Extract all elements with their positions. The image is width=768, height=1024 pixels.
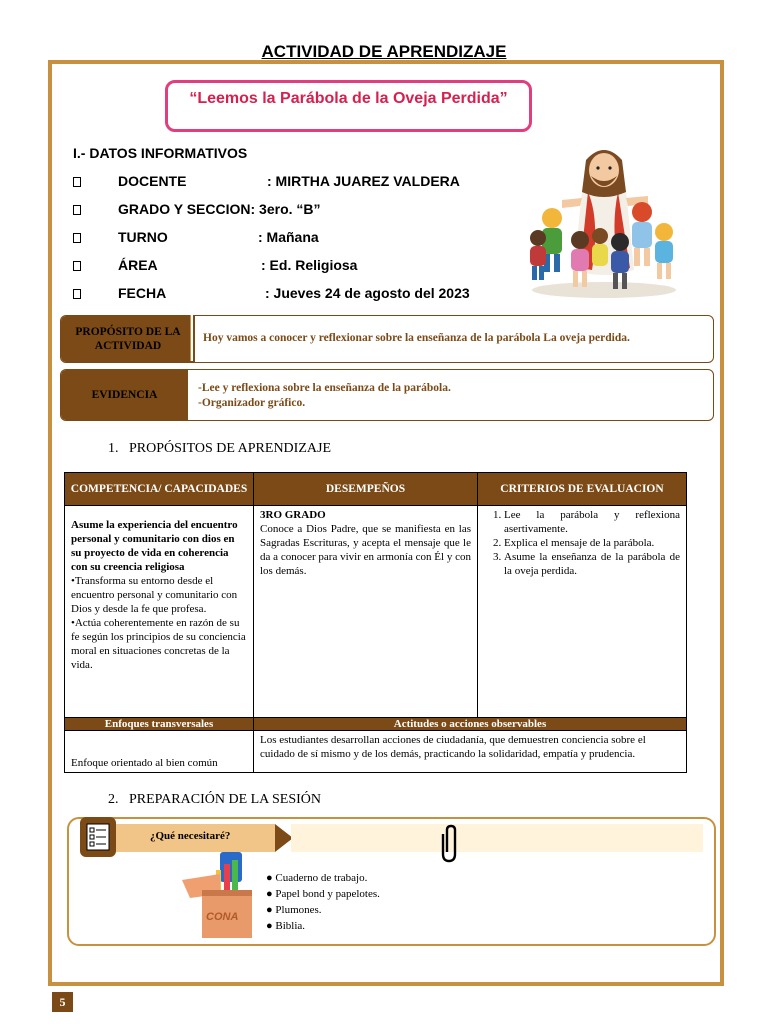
col-header-desempenos: DESEMPEÑOS xyxy=(254,473,478,506)
datos-heading: I.- DATOS INFORMATIVOS xyxy=(73,145,248,161)
checkbox-bullet-icon xyxy=(73,289,81,299)
learning-purposes-table xyxy=(64,472,687,773)
desempeno-cell: 3RO GRADO Conoce a Dios Padre, que se manifiesta en las Sagradas Escrituras, y acepta el mensaje que le da a conocer para vivir en armonía con Él y con los demás. xyxy=(254,506,478,718)
jesus-children-illustration xyxy=(522,140,687,300)
checkbox-bullet-icon xyxy=(73,205,81,215)
document-title: ACTIVIDAD DE APRENDIZAJE xyxy=(261,42,507,61)
proposito-text: Hoy vamos a conocer y reflexionar sobre la enseñanza de la parábola La oveja perdida. xyxy=(203,332,630,344)
enfoque-header: Enfoques transversales xyxy=(65,718,254,731)
materials-heading: ¿Qué necesitaré? xyxy=(150,830,231,842)
band-divider xyxy=(190,315,193,361)
enfoque-cell: Enfoque orientado al bien común xyxy=(65,731,254,773)
evidencia-text: -Lee y reflexiona sobre la enseñanza de la parábola. -Organizador gráfico. xyxy=(198,382,451,409)
session-title: “Leemos la Parábola de la Oveja Perdida” xyxy=(165,80,532,132)
list-item: ● Biblia. xyxy=(266,920,306,932)
box-label: CONA xyxy=(206,911,239,923)
materials-list xyxy=(266,870,380,934)
supply-box-illustration xyxy=(180,850,256,940)
materials-header-strip xyxy=(291,824,703,852)
checkbox-bullet-icon xyxy=(73,261,81,271)
evidencia-band xyxy=(60,369,714,421)
proposito-band xyxy=(60,315,714,363)
page-number: 5 xyxy=(52,992,73,1012)
actitudes-cell: Los estudiantes desarrollan acciones de ciudadanía, que demuestren conciencia sobre el cuidado de sí mismo y de los demás, practicando la solidaridad, empatía y prudencia. xyxy=(254,731,687,773)
criterios-cell: 1. Lee la parábola y reflexiona asertivamente. 2. Explica el mensaje de la parábola. 3. Asume la enseñanza de la parábola de la oveja perdida. xyxy=(478,506,687,718)
col-header-competencia: COMPETENCIA/ CAPACIDADES xyxy=(65,473,254,506)
list-item: ● Papel bond y papelotes. xyxy=(266,888,380,900)
actitudes-header: Actitudes o acciones observables xyxy=(254,718,687,731)
paperclip-icon xyxy=(436,824,460,864)
competencia-cell: Asume la experiencia del encuentro personal y comunitario con dios en su proyecto de vida en coherencia con su creencia religiosa •Transforma su entorno desde el encuentro personal y comunitario con Dios y desde la fe que profesa. •Actúa coherentemente en razón de su fe según los principios de su conciencia moral en situaciones concretas de la vida. xyxy=(65,506,254,718)
checkbox-bullet-icon xyxy=(73,233,81,243)
section-2-heading: 2. PREPARACIÓN DE LA SESIÓN xyxy=(108,792,322,807)
list-item: ● Cuaderno de trabajo. xyxy=(266,872,368,884)
checkbox-bullet-icon xyxy=(73,177,81,187)
proposito-label: PROPÓSITO DE LA ACTIVIDAD xyxy=(61,316,195,362)
list-item: ● Plumones. xyxy=(266,904,322,916)
checklist-icon xyxy=(80,817,116,857)
col-header-criterios: CRITERIOS DE EVALUACION xyxy=(478,473,687,506)
evidencia-label: EVIDENCIA xyxy=(61,370,188,420)
section-1-heading: 1. PROPÓSITOS DE APRENDIZAJE xyxy=(108,441,331,456)
